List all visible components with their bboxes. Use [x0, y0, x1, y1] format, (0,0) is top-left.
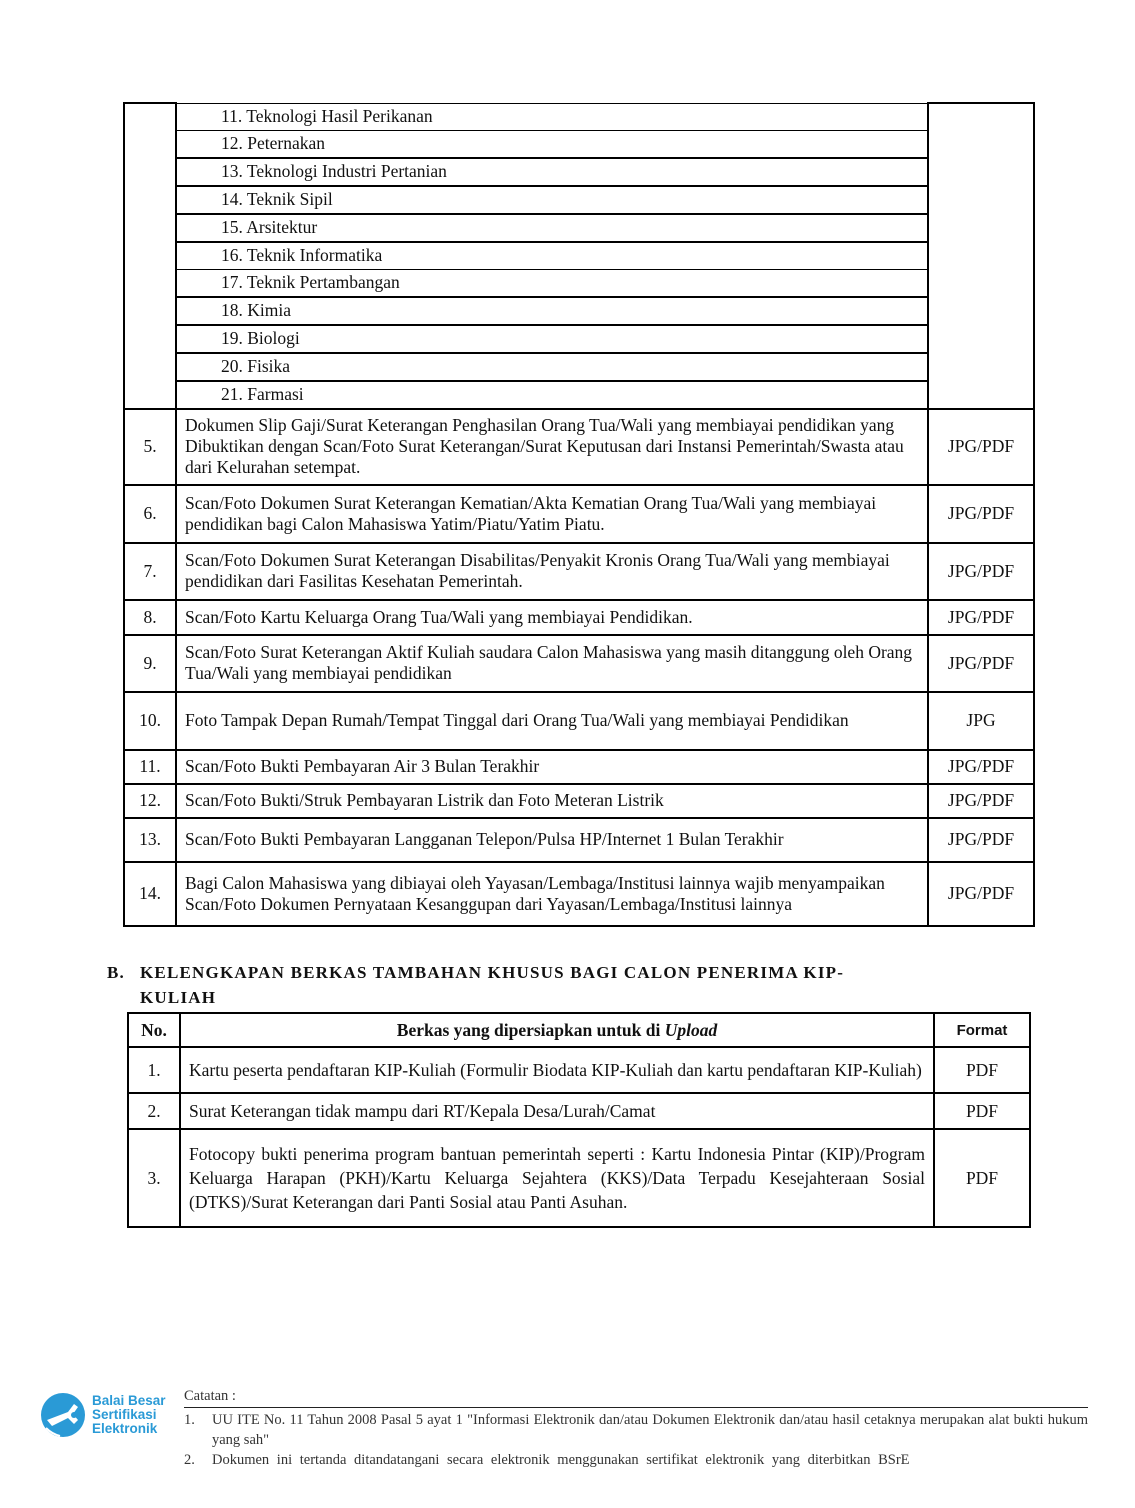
table-row: [128, 1093, 1030, 1129]
table-row: [124, 784, 1034, 818]
prodi-item: 13. Teknologi Industri Pertanian: [176, 158, 928, 186]
section-title-line1: KELENGKAPAN BERKAS TAMBAHAN KHUSUS BAGI CALON PENERIMA KIP-: [140, 963, 845, 982]
brand-line1: Balai Besar: [92, 1393, 166, 1408]
prodi-row: [124, 103, 1034, 130]
row-description: Fotocopy bukti penerima program bantuan pemerintah seperti : Kartu Indonesia Pintar (KIP)/Program Keluarga Harapan (PKH)/Kartu Keluarga Sejahtera (KKS)/Data Terpadu Kesejahteraan Sosial (DTKS)/Surat Keterangan dari Panti Sosial atau Panti Asuhan.: [180, 1129, 934, 1227]
prodi-item: 17. Teknik Pertambangan: [176, 269, 928, 297]
prodi-row: [124, 242, 1034, 270]
row-number: 5.: [124, 409, 176, 485]
row-format: JPG/PDF: [928, 635, 1034, 692]
row-description: Dokumen Slip Gaji/Surat Keterangan Penghasilan Orang Tua/Wali yang membiayai pendidikan yang Dibuktikan dengan Scan/Foto Surat Keterangan/Surat Keputusan dari Instansi Pemerintah/Swasta atau dari Kelurahan setempat.: [176, 409, 928, 485]
table-row: [124, 692, 1034, 750]
section-title-line2: KULIAH: [140, 988, 217, 1007]
row-number: 2.: [128, 1093, 180, 1129]
row-format: JPG/PDF: [928, 409, 1034, 485]
prodi-row: [124, 325, 1034, 353]
prodi-row: [124, 214, 1034, 242]
section-b-heading: [107, 960, 1029, 1010]
prodi-item: 18. Kimia: [176, 297, 928, 325]
bsre-brand-text: [92, 1394, 166, 1436]
prodi-item: 16. Teknik Informatika: [176, 242, 928, 270]
table-row: [128, 1047, 1030, 1093]
note-text: Dokumen ini tertanda ditandatangani secara elektronik menggunakan sertifikat elektronik yang diterbitkan BSrE: [212, 1452, 910, 1468]
row-number: 10.: [124, 692, 176, 750]
prodi-item: 19. Biologi: [176, 325, 928, 353]
row-description: Kartu peserta pendaftaran KIP-Kuliah (Formulir Biodata KIP-Kuliah dan kartu pendaftaran KIP-Kuliah): [180, 1047, 934, 1093]
prodi-item: 15. Arsitektur: [176, 214, 928, 242]
row-format: PDF: [934, 1093, 1030, 1129]
row-number: 12.: [124, 784, 176, 818]
header-format: Format: [934, 1013, 1030, 1047]
prodi-row: [124, 297, 1034, 325]
note-item: [184, 1410, 1088, 1450]
row-description: Scan/Foto Surat Keterangan Aktif Kuliah saudara Calon Mahasiswa yang masih ditanggung oleh Orang Tua/Wali yang membiayai pendidikan: [176, 635, 928, 692]
header-desc-text: Berkas yang dipersiapkan untuk di: [396, 1019, 665, 1040]
table-row: [124, 600, 1034, 635]
table-row: [124, 409, 1034, 485]
bsre-logo-icon: [38, 1390, 88, 1440]
row-format: JPG/PDF: [928, 485, 1034, 543]
prodi-row: [124, 269, 1034, 297]
brand-line3: Elektronik: [92, 1421, 158, 1436]
note-number: 1.: [184, 1412, 195, 1428]
prodi-item: 14. Teknik Sipil: [176, 186, 928, 214]
row-format: JPG/PDF: [928, 862, 1034, 926]
prodi-item: 12. Peternakan: [176, 130, 928, 158]
table-row: [124, 862, 1034, 926]
row-number: 3.: [128, 1129, 180, 1227]
row-description: Scan/Foto Bukti Pembayaran Langganan Telepon/Pulsa HP/Internet 1 Bulan Terakhir: [176, 818, 928, 862]
prodi-row: [124, 353, 1034, 381]
row-description: Scan/Foto Bukti Pembayaran Air 3 Bulan Terakhir: [176, 750, 928, 784]
row-number: 7.: [124, 543, 176, 600]
table-row: [124, 818, 1034, 862]
header-description: [180, 1013, 934, 1047]
table-row: [124, 635, 1034, 692]
bsre-logo: [38, 1390, 178, 1440]
requirements-table-a: [123, 102, 1035, 927]
prodi-row: [124, 381, 1034, 409]
row-description: Bagi Calon Mahasiswa yang dibiayai oleh Yayasan/Lembaga/Institusi lainnya wajib menyampaikan Scan/Foto Dokumen Pernyataan Kesanggupan dari Yayasan/Lembaga/Institusi lainnya: [176, 862, 928, 926]
table-row: [124, 750, 1034, 784]
footer-notes: [184, 1387, 1088, 1470]
row-format: JPG: [928, 692, 1034, 750]
row-number: 14.: [124, 862, 176, 926]
row-format: PDF: [934, 1047, 1030, 1093]
header-desc-italic: Upload: [664, 1019, 718, 1040]
table-row: [124, 543, 1034, 600]
row-format: JPG/PDF: [928, 543, 1034, 600]
note-number: 2.: [184, 1452, 195, 1468]
prodi-row: [124, 186, 1034, 214]
prodi-item: 11. Teknologi Hasil Perikanan: [176, 103, 928, 130]
row-number: 6.: [124, 485, 176, 543]
notes-label: Catatan :: [184, 1387, 1088, 1408]
row-description: Scan/Foto Kartu Keluarga Orang Tua/Wali yang membiayai Pendidikan.: [176, 600, 928, 635]
notes-list: [184, 1410, 1088, 1470]
row-number: 1.: [128, 1047, 180, 1093]
requirements-table-b: [127, 1012, 1031, 1228]
row-number-cell: [124, 103, 176, 409]
row-format: JPG/PDF: [928, 750, 1034, 784]
row-number: 9.: [124, 635, 176, 692]
row-description: Scan/Foto Dokumen Surat Keterangan Disabilitas/Penyakit Kronis Orang Tua/Wali yang membiayai pendidikan dari Fasilitas Kesehatan Pemerintah.: [176, 543, 928, 600]
row-number: 8.: [124, 600, 176, 635]
brand-line2: Sertifikasi: [92, 1407, 157, 1422]
table-row: [128, 1129, 1030, 1227]
row-description: Surat Keterangan tidak mampu dari RT/Kepala Desa/Lurah/Camat: [180, 1093, 934, 1129]
table-header-row: [128, 1013, 1030, 1047]
row-format: PDF: [934, 1129, 1030, 1227]
note-item: [184, 1450, 1088, 1470]
row-format: JPG/PDF: [928, 818, 1034, 862]
row-description: Scan/Foto Dokumen Surat Keterangan Kematian/Akta Kematian Orang Tua/Wali yang membiayai pendidikan bagi Calon Mahasiswa Yatim/Piatu/Yatim Piatu.: [176, 485, 928, 543]
header-no: No.: [128, 1013, 180, 1047]
format-cell: [928, 103, 1034, 409]
row-format: JPG/PDF: [928, 600, 1034, 635]
row-format: JPG/PDF: [928, 784, 1034, 818]
row-number: 11.: [124, 750, 176, 784]
prodi-item: 20. Fisika: [176, 353, 928, 381]
section-label: B.: [107, 963, 125, 982]
note-text: UU ITE No. 11 Tahun 2008 Pasal 5 ayat 1 "Informasi Elektronik dan/atau Dokumen Elektronik dan/atau hasil cetaknya merupakan alat bukti hukum yang sah": [212, 1412, 1088, 1448]
prodi-row: [124, 130, 1034, 158]
table-row: [124, 485, 1034, 543]
row-description: Scan/Foto Bukti/Struk Pembayaran Listrik dan Foto Meteran Listrik: [176, 784, 928, 818]
prodi-row: [124, 158, 1034, 186]
prodi-item: 21. Farmasi: [176, 381, 928, 409]
row-number: 13.: [124, 818, 176, 862]
row-description: Foto Tampak Depan Rumah/Tempat Tinggal dari Orang Tua/Wali yang membiayai Pendidikan: [176, 692, 928, 750]
